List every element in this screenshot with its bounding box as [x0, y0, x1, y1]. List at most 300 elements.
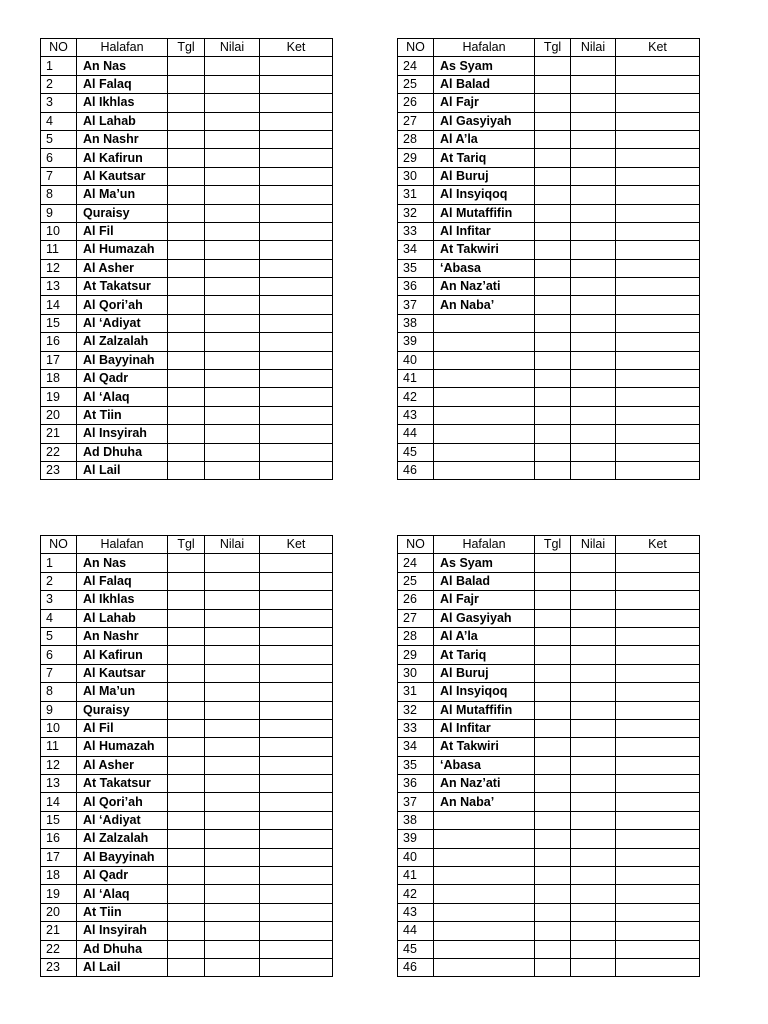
table-row — [41, 719, 333, 737]
notes-cell — [616, 609, 700, 627]
row-number: 18 — [41, 867, 77, 885]
table-row — [398, 848, 700, 866]
score-cell — [571, 793, 616, 811]
surah-name: An Nas — [77, 57, 168, 75]
date-cell — [535, 885, 571, 903]
header-score: Nilai — [205, 536, 260, 554]
row-number: 8 — [41, 186, 77, 204]
table-row — [41, 811, 333, 829]
header-notes: Ket — [616, 39, 700, 57]
surah-name: At Tariq — [434, 149, 535, 167]
surah-name: Al Fajr — [434, 591, 535, 609]
score-cell — [571, 627, 616, 645]
date-cell — [535, 333, 571, 351]
surah-name: Al Ma’un — [77, 186, 168, 204]
surah-name — [434, 370, 535, 388]
table-row — [41, 756, 333, 774]
surah-name: Al Lail — [77, 958, 168, 976]
surah-name: Al Insyirah — [77, 425, 168, 443]
row-number: 44 — [398, 425, 434, 443]
score-cell — [205, 388, 260, 406]
surah-name: Al Qori’ah — [77, 296, 168, 314]
surah-name: Al Zalzalah — [77, 830, 168, 848]
surah-name: At Takatsur — [77, 278, 168, 296]
table-row — [398, 241, 700, 259]
table-row — [41, 461, 333, 479]
table-row — [41, 296, 333, 314]
row-number: 27 — [398, 112, 434, 130]
row-number: 46 — [398, 958, 434, 976]
date-cell — [168, 57, 205, 75]
notes-cell — [260, 940, 333, 958]
surah-name — [434, 830, 535, 848]
table-row — [398, 609, 700, 627]
date-cell — [168, 756, 205, 774]
date-cell — [168, 683, 205, 701]
notes-cell — [616, 867, 700, 885]
table-row — [398, 756, 700, 774]
table-row — [398, 738, 700, 756]
row-number: 21 — [41, 425, 77, 443]
score-cell — [205, 719, 260, 737]
notes-cell — [616, 130, 700, 148]
header-score: Nilai — [571, 39, 616, 57]
row-number: 11 — [41, 241, 77, 259]
surah-name — [434, 940, 535, 958]
surah-name: Al Insyiqoq — [434, 186, 535, 204]
notes-cell — [616, 811, 700, 829]
score-cell — [205, 903, 260, 921]
row-number: 25 — [398, 75, 434, 93]
surah-name: Al Ma’un — [77, 683, 168, 701]
surah-name: Al Insyiqoq — [434, 683, 535, 701]
date-cell — [535, 186, 571, 204]
notes-cell — [260, 406, 333, 424]
notes-cell — [616, 461, 700, 479]
notes-cell — [260, 756, 333, 774]
table-row — [398, 958, 700, 976]
surah-name — [434, 443, 535, 461]
surah-name — [434, 848, 535, 866]
date-cell — [535, 388, 571, 406]
surah-name: Al A’la — [434, 130, 535, 148]
notes-cell — [260, 57, 333, 75]
date-cell — [535, 572, 571, 590]
surah-name: ‘Abasa — [434, 756, 535, 774]
row-number: 10 — [41, 719, 77, 737]
table-row — [398, 461, 700, 479]
date-cell — [168, 609, 205, 627]
score-cell — [205, 664, 260, 682]
score-cell — [205, 958, 260, 976]
score-cell — [571, 186, 616, 204]
notes-cell — [616, 222, 700, 240]
row-number: 5 — [41, 627, 77, 645]
row-number: 19 — [41, 388, 77, 406]
table-row — [41, 627, 333, 645]
row-number: 29 — [398, 646, 434, 664]
score-cell — [571, 370, 616, 388]
row-number: 31 — [398, 186, 434, 204]
surah-name: Al Kafirun — [77, 149, 168, 167]
notes-cell — [260, 296, 333, 314]
surah-name — [434, 903, 535, 921]
score-cell — [205, 370, 260, 388]
table-row — [41, 683, 333, 701]
header-notes: Ket — [260, 536, 333, 554]
date-cell — [168, 75, 205, 93]
notes-cell — [260, 683, 333, 701]
table-row — [41, 388, 333, 406]
table-row — [41, 443, 333, 461]
row-number: 19 — [41, 885, 77, 903]
score-cell — [571, 94, 616, 112]
notes-cell — [260, 719, 333, 737]
row-number: 27 — [398, 609, 434, 627]
table-row — [41, 793, 333, 811]
table-row — [398, 627, 700, 645]
date-cell — [168, 701, 205, 719]
notes-cell — [260, 425, 333, 443]
surah-name — [434, 388, 535, 406]
table-row — [41, 57, 333, 75]
notes-cell — [616, 333, 700, 351]
row-number: 30 — [398, 664, 434, 682]
notes-cell — [616, 664, 700, 682]
score-cell — [205, 57, 260, 75]
table-row — [398, 204, 700, 222]
row-number: 23 — [41, 461, 77, 479]
score-cell — [205, 204, 260, 222]
table-row — [398, 425, 700, 443]
notes-cell — [260, 885, 333, 903]
surah-name: Al Lail — [77, 461, 168, 479]
score-cell — [571, 664, 616, 682]
row-number: 36 — [398, 775, 434, 793]
row-number: 15 — [41, 811, 77, 829]
row-number: 28 — [398, 627, 434, 645]
date-cell — [535, 719, 571, 737]
surah-name: As Syam — [434, 57, 535, 75]
surah-name: Al Falaq — [77, 75, 168, 93]
row-number: 40 — [398, 351, 434, 369]
row-number: 13 — [41, 278, 77, 296]
row-number: 7 — [41, 167, 77, 185]
score-cell — [205, 241, 260, 259]
header-score: Nilai — [571, 536, 616, 554]
table-row — [398, 719, 700, 737]
score-cell — [571, 461, 616, 479]
table-row — [41, 149, 333, 167]
date-cell — [535, 683, 571, 701]
surah-name: ‘Abasa — [434, 259, 535, 277]
table-row — [41, 75, 333, 93]
date-cell — [535, 940, 571, 958]
notes-cell — [260, 830, 333, 848]
table-row — [398, 443, 700, 461]
row-number: 32 — [398, 204, 434, 222]
table-row — [398, 314, 700, 332]
date-cell — [168, 461, 205, 479]
row-number: 10 — [41, 222, 77, 240]
score-cell — [571, 351, 616, 369]
date-cell — [535, 57, 571, 75]
row-number: 14 — [41, 296, 77, 314]
table-row — [398, 701, 700, 719]
table-header-row — [41, 536, 333, 554]
date-cell — [535, 811, 571, 829]
surah-name: At Takatsur — [77, 775, 168, 793]
score-cell — [571, 958, 616, 976]
date-cell — [535, 149, 571, 167]
table-row — [398, 940, 700, 958]
table-row — [398, 406, 700, 424]
row-number: 43 — [398, 406, 434, 424]
table-row — [41, 591, 333, 609]
surah-name — [434, 425, 535, 443]
notes-cell — [260, 775, 333, 793]
header-notes: Ket — [616, 536, 700, 554]
score-cell — [205, 149, 260, 167]
score-cell — [205, 351, 260, 369]
row-number: 6 — [41, 646, 77, 664]
score-cell — [205, 94, 260, 112]
surah-name: Al ‘Adiyat — [77, 314, 168, 332]
score-cell — [571, 885, 616, 903]
row-number: 40 — [398, 848, 434, 866]
score-cell — [571, 646, 616, 664]
notes-cell — [260, 333, 333, 351]
row-number: 43 — [398, 903, 434, 921]
notes-cell — [260, 314, 333, 332]
notes-cell — [616, 425, 700, 443]
memorization-table-3 — [40, 535, 333, 977]
surah-name: Ad Dhuha — [77, 443, 168, 461]
date-cell — [168, 646, 205, 664]
surah-name: Al Buruj — [434, 167, 535, 185]
notes-cell — [260, 259, 333, 277]
table-row — [41, 186, 333, 204]
surah-name: Al Balad — [434, 75, 535, 93]
date-cell — [168, 388, 205, 406]
row-number: 13 — [41, 775, 77, 793]
notes-cell — [616, 627, 700, 645]
row-number: 23 — [41, 958, 77, 976]
date-cell — [535, 738, 571, 756]
table-row — [398, 112, 700, 130]
notes-cell — [260, 646, 333, 664]
row-number: 34 — [398, 241, 434, 259]
score-cell — [571, 554, 616, 572]
row-number: 36 — [398, 278, 434, 296]
score-cell — [205, 461, 260, 479]
row-number: 17 — [41, 848, 77, 866]
surah-name: At Tiin — [77, 406, 168, 424]
date-cell — [168, 425, 205, 443]
row-number: 2 — [41, 75, 77, 93]
score-cell — [571, 204, 616, 222]
date-cell — [168, 351, 205, 369]
date-cell — [168, 940, 205, 958]
table-header-row — [398, 39, 700, 57]
date-cell — [168, 811, 205, 829]
row-number: 33 — [398, 719, 434, 737]
row-number: 42 — [398, 388, 434, 406]
table-row — [41, 903, 333, 921]
score-cell — [571, 296, 616, 314]
header-no: NO — [41, 39, 77, 57]
surah-name: Quraisy — [77, 701, 168, 719]
notes-cell — [616, 259, 700, 277]
surah-name — [434, 867, 535, 885]
date-cell — [535, 591, 571, 609]
date-cell — [535, 664, 571, 682]
score-cell — [205, 222, 260, 240]
notes-cell — [260, 867, 333, 885]
surah-name: Ad Dhuha — [77, 940, 168, 958]
table-row — [41, 867, 333, 885]
row-number: 1 — [41, 554, 77, 572]
date-cell — [535, 867, 571, 885]
notes-cell — [616, 756, 700, 774]
table-row — [398, 333, 700, 351]
score-cell — [205, 775, 260, 793]
row-number: 18 — [41, 370, 77, 388]
date-cell — [168, 867, 205, 885]
score-cell — [571, 149, 616, 167]
score-cell — [205, 627, 260, 645]
row-number: 35 — [398, 756, 434, 774]
date-cell — [168, 793, 205, 811]
score-cell — [571, 388, 616, 406]
surah-name: Al Asher — [77, 756, 168, 774]
surah-name: Al Lahab — [77, 609, 168, 627]
row-number: 30 — [398, 167, 434, 185]
notes-cell — [260, 848, 333, 866]
date-cell — [535, 848, 571, 866]
header-no: NO — [398, 39, 434, 57]
header-surah: Halafan — [77, 39, 168, 57]
score-cell — [571, 75, 616, 93]
table-row — [41, 646, 333, 664]
score-cell — [571, 259, 616, 277]
date-cell — [168, 664, 205, 682]
date-cell — [168, 167, 205, 185]
table-row — [41, 848, 333, 866]
score-cell — [571, 278, 616, 296]
score-cell — [571, 738, 616, 756]
notes-cell — [616, 296, 700, 314]
notes-cell — [616, 554, 700, 572]
table-row — [398, 186, 700, 204]
notes-cell — [260, 793, 333, 811]
date-cell — [168, 406, 205, 424]
surah-name: Al A’la — [434, 627, 535, 645]
row-number: 9 — [41, 701, 77, 719]
table-header-row — [398, 536, 700, 554]
surah-name: Al Bayyinah — [77, 351, 168, 369]
date-cell — [535, 461, 571, 479]
score-cell — [571, 867, 616, 885]
date-cell — [535, 222, 571, 240]
row-number: 28 — [398, 130, 434, 148]
notes-cell — [616, 940, 700, 958]
notes-cell — [616, 388, 700, 406]
notes-cell — [260, 443, 333, 461]
table-row — [398, 149, 700, 167]
notes-cell — [260, 241, 333, 259]
date-cell — [168, 958, 205, 976]
score-cell — [205, 554, 260, 572]
table-row — [41, 572, 333, 590]
score-cell — [205, 425, 260, 443]
surah-name: Al Humazah — [77, 738, 168, 756]
table-row — [41, 314, 333, 332]
notes-cell — [260, 94, 333, 112]
score-cell — [571, 333, 616, 351]
surah-name — [434, 351, 535, 369]
table-row — [41, 370, 333, 388]
table-row — [398, 130, 700, 148]
surah-name: Al Mutaffifin — [434, 701, 535, 719]
table-row — [41, 664, 333, 682]
table-row — [398, 664, 700, 682]
row-number: 12 — [41, 756, 77, 774]
row-number: 22 — [41, 443, 77, 461]
score-cell — [571, 830, 616, 848]
date-cell — [168, 259, 205, 277]
score-cell — [571, 811, 616, 829]
notes-cell — [260, 738, 333, 756]
score-cell — [571, 756, 616, 774]
surah-name: Al Kautsar — [77, 167, 168, 185]
notes-cell — [260, 149, 333, 167]
table-row — [398, 75, 700, 93]
notes-cell — [260, 75, 333, 93]
score-cell — [571, 719, 616, 737]
date-cell — [535, 701, 571, 719]
surah-name: Al Balad — [434, 572, 535, 590]
score-cell — [205, 314, 260, 332]
score-cell — [571, 922, 616, 940]
row-number: 26 — [398, 591, 434, 609]
notes-cell — [616, 848, 700, 866]
header-date: Tgl — [168, 536, 205, 554]
row-number: 21 — [41, 922, 77, 940]
date-cell — [168, 572, 205, 590]
surah-name — [434, 958, 535, 976]
score-cell — [571, 775, 616, 793]
date-cell — [168, 130, 205, 148]
surah-name: Al Ikhlas — [77, 94, 168, 112]
surah-name: At Tiin — [77, 903, 168, 921]
surah-name: Al ‘Alaq — [77, 388, 168, 406]
date-cell — [168, 296, 205, 314]
date-cell — [168, 830, 205, 848]
notes-cell — [260, 461, 333, 479]
surah-name: Al Infitar — [434, 719, 535, 737]
surah-name: Al Qori’ah — [77, 793, 168, 811]
score-cell — [571, 940, 616, 958]
table-row — [41, 222, 333, 240]
table-row — [398, 167, 700, 185]
date-cell — [168, 738, 205, 756]
score-cell — [205, 609, 260, 627]
table-row — [41, 351, 333, 369]
table-row — [398, 646, 700, 664]
score-cell — [571, 314, 616, 332]
notes-cell — [260, 664, 333, 682]
